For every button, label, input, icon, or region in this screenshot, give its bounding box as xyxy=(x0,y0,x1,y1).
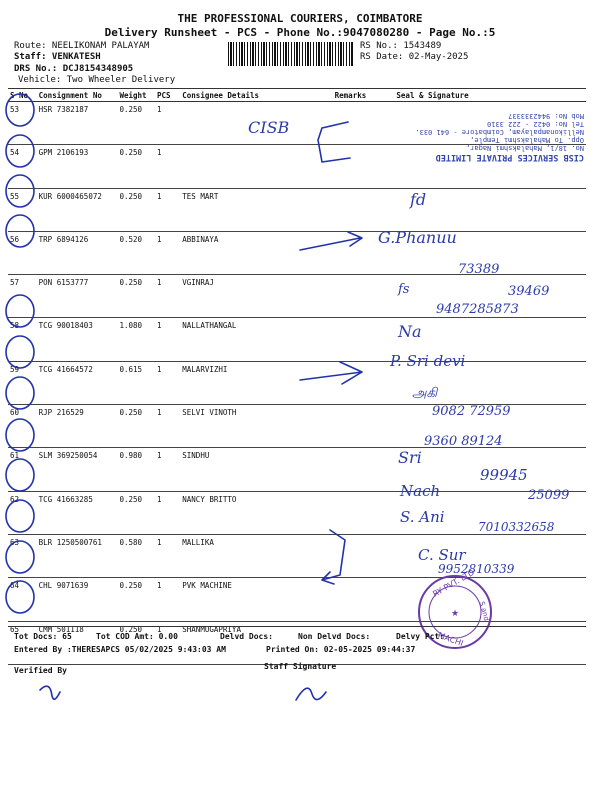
cell-pcs: 1 xyxy=(155,578,180,621)
cell-consignment: TCG 41664572 xyxy=(37,361,118,404)
col-header-consignee: Consignee Details xyxy=(180,89,332,102)
col-header-seal: Seal & Signature xyxy=(394,89,586,102)
stamp-text: S and xyxy=(477,600,491,622)
col-header-remarks: Remarks xyxy=(333,89,395,102)
cell-sno: 65 xyxy=(8,621,37,664)
footer-divider xyxy=(8,626,586,627)
arrow-mark xyxy=(322,530,345,584)
cell-weight: 0.250 xyxy=(117,102,154,145)
stamp-line: Opp. To Mahalakshmi Temple, xyxy=(470,136,584,144)
cell-consignee: MALLIKA xyxy=(180,534,332,577)
cell-pcs: 1 xyxy=(155,448,180,491)
stamp-line: Nellikonampalayam, Coimbatore - 641 033. xyxy=(415,128,584,136)
stamp-line: CISB SERVICES PRIVATE LIMITED xyxy=(435,152,584,162)
handwriting: 73389 xyxy=(458,262,500,277)
cell-pcs: 1 xyxy=(155,621,180,664)
stamp-line: Tel No: 0422 - 222 3310 xyxy=(487,120,584,128)
cell-consignee: TES MART xyxy=(180,188,332,231)
cell-consignee: ABBINAYA xyxy=(180,231,332,274)
cell-consignee: PVK MACHINE xyxy=(180,578,332,621)
stamp-star: ★ xyxy=(451,609,460,619)
cell-consignee: NALLATHANGAL xyxy=(180,318,332,361)
cell-pcs: 1 xyxy=(155,534,180,577)
vehicle-label: Vehicle: Two Wheeler Delivery xyxy=(18,75,176,85)
delivery-percent: Delvy Pct: xyxy=(396,632,445,641)
handwriting: fd xyxy=(410,190,427,209)
cell-pcs: 1 xyxy=(155,318,180,361)
cell-sno: 55 xyxy=(8,188,37,231)
handwriting: 25099 xyxy=(528,488,570,503)
cell-weight: 0.520 xyxy=(117,231,154,274)
cell-weight: 0.980 xyxy=(117,448,154,491)
cell-weight: 0.250 xyxy=(117,275,154,318)
circle-mark xyxy=(6,500,34,532)
stamp-line: No. 18/1, Mahalakshmi Nagar, xyxy=(465,144,584,152)
cell-consignment: TCG 41663285 xyxy=(37,491,118,534)
delivered-docs: Delvd Docs: xyxy=(220,632,273,641)
cell-weight: 0.250 xyxy=(117,578,154,621)
tick-marks xyxy=(40,686,326,700)
arrow-mark xyxy=(300,362,362,384)
cell-consignment: RJP 216529 xyxy=(37,405,118,448)
handwriting: P. Sri devi xyxy=(390,352,466,370)
total-cod: Tot COD Amt: 0.00 xyxy=(96,632,178,641)
circle-mark xyxy=(6,175,34,207)
handwriting: 99945 xyxy=(480,466,528,484)
cell-pcs: 1 xyxy=(155,102,180,145)
cell-sno: 61 xyxy=(8,448,37,491)
circle-marks xyxy=(6,94,34,613)
cell-sno: 57 xyxy=(8,275,37,318)
handwriting: Sri xyxy=(398,448,422,467)
cell-sno: 60 xyxy=(8,405,37,448)
cell-consignment: TRP 6894126 xyxy=(37,231,118,274)
cell-consignee: MALARVIZHI xyxy=(180,361,332,404)
circle-mark xyxy=(6,94,34,126)
drs-number: DRS No.: DCJ8154348905 xyxy=(14,64,134,74)
col-header-pcs: PCS xyxy=(155,89,180,102)
route-label: Route: NEELIKONAM PALAYAM xyxy=(14,41,150,51)
cell-pcs: 1 xyxy=(155,145,180,188)
circle-mark xyxy=(6,581,34,613)
handwriting: Na xyxy=(398,322,422,341)
verified-by-label: Verified By xyxy=(14,666,67,675)
cell-consignee: SHANMUGAPRIYA xyxy=(180,621,332,664)
cell-consignee: SINDHU xyxy=(180,448,332,491)
handwriting: 9082 72959 xyxy=(432,404,511,419)
staff-signature-mark xyxy=(296,688,326,700)
cell-pcs: 1 xyxy=(155,491,180,534)
printed-on: Printed On: 02-05-2025 09:44:37 xyxy=(266,645,416,654)
col-header-sno: S No xyxy=(8,89,37,102)
bracket-mark xyxy=(318,122,350,162)
cell-pcs: 1 xyxy=(155,275,180,318)
rs-date: RS Date: 02-May-2025 xyxy=(360,52,469,62)
cell-sno: 54 xyxy=(8,145,37,188)
col-header-consignment: Consignment No xyxy=(37,89,118,102)
cell-weight: 1.080 xyxy=(117,318,154,361)
cell-weight: 0.615 xyxy=(117,361,154,404)
cell-consignee: SELVI VINOTH xyxy=(180,405,332,448)
circle-mark xyxy=(6,419,34,451)
cell-sno: 63 xyxy=(8,534,37,577)
staff-signature-label: Staff Signature xyxy=(264,662,337,671)
document-title: THE PROFESSIONAL COURIERS, COIMBATORE xyxy=(177,12,423,25)
circle-mark xyxy=(6,295,34,327)
cell-pcs: 1 xyxy=(155,405,180,448)
handwriting: G.Phanuu xyxy=(378,228,457,247)
circle-mark xyxy=(6,459,34,491)
cell-weight: 0.250 xyxy=(117,405,154,448)
cell-sno: 56 xyxy=(8,231,37,274)
cell-consignment: HSR 7382187 xyxy=(37,102,118,145)
rs-number: RS No.: 1543489 xyxy=(360,41,442,51)
total-docs: Tot Docs: 65 xyxy=(14,632,72,641)
handwriting: S. Ani xyxy=(400,508,445,526)
stamp-text: MACHI xyxy=(436,630,465,649)
handwriting: 9952810339 xyxy=(438,562,515,576)
circle-mark xyxy=(6,135,34,167)
handwriting: அகி xyxy=(412,386,438,401)
cell-weight: 0.580 xyxy=(117,534,154,577)
non-delivered-docs: Non Delvd Docs: xyxy=(298,632,371,641)
arrow-mark xyxy=(300,232,362,250)
arrow-marks xyxy=(300,122,362,584)
circle-mark xyxy=(6,336,34,368)
handwriting: 9360 89124 xyxy=(424,434,503,449)
stamp-line: Mob No: 9442333337 xyxy=(508,112,584,120)
handwriting: Nach xyxy=(400,482,441,500)
handwriting: 9487285873 xyxy=(436,302,519,317)
cell-consignment: KUR 6000465072 xyxy=(37,188,118,231)
handwriting: CISB xyxy=(248,118,290,137)
cell-sno: 62 xyxy=(8,491,37,534)
document-subtitle: Delivery Runsheet - PCS - Phone No.:9047080280 - Page No.:5 xyxy=(104,26,496,39)
cell-sno: 53 xyxy=(8,102,37,145)
cell-consignment: SLM 369250054 xyxy=(37,448,118,491)
handwriting: 39469 xyxy=(508,284,550,299)
cell-consignee: NANCY BRITTO xyxy=(180,491,332,534)
verifier-signature xyxy=(40,686,60,699)
cell-consignment: PON 6153777 xyxy=(37,275,118,318)
cell-pcs: 1 xyxy=(155,361,180,404)
cell-weight: 0.250 xyxy=(117,621,154,664)
cell-consignment: BLR 1250500761 xyxy=(37,534,118,577)
cell-weight: 0.250 xyxy=(117,145,154,188)
cell-weight: 0.250 xyxy=(117,188,154,231)
cell-sno: 58 xyxy=(8,318,37,361)
stamp-text: RY PVT. LTD xyxy=(431,567,476,599)
staff-label: Staff: VENKATESH xyxy=(14,52,101,62)
cell-consignment: CHL 9071639 xyxy=(37,578,118,621)
circle-mark xyxy=(6,377,34,409)
cell-sno: 59 xyxy=(8,361,37,404)
cell-weight: 0.250 xyxy=(117,491,154,534)
circle-mark xyxy=(6,541,34,573)
cell-consignment: GPM 2106193 xyxy=(37,145,118,188)
cell-pcs: 1 xyxy=(155,231,180,274)
circle-mark xyxy=(6,215,34,247)
handwriting: C. Sur xyxy=(418,546,466,564)
cell-consignee: VGINRAJ xyxy=(180,275,332,318)
cell-sno: 64 xyxy=(8,578,37,621)
handwriting: 7010332658 xyxy=(478,520,555,534)
entered-by: Entered By :THERESAPCS 05/02/2025 9:43:03 AM xyxy=(14,645,226,654)
cell-consignment: TCG 90018403 xyxy=(37,318,118,361)
handwriting: fs xyxy=(398,282,410,297)
col-header-weight: Weight xyxy=(117,89,154,102)
cell-pcs: 1 xyxy=(155,188,180,231)
cell-consignment: CMM 501118 xyxy=(37,621,118,664)
